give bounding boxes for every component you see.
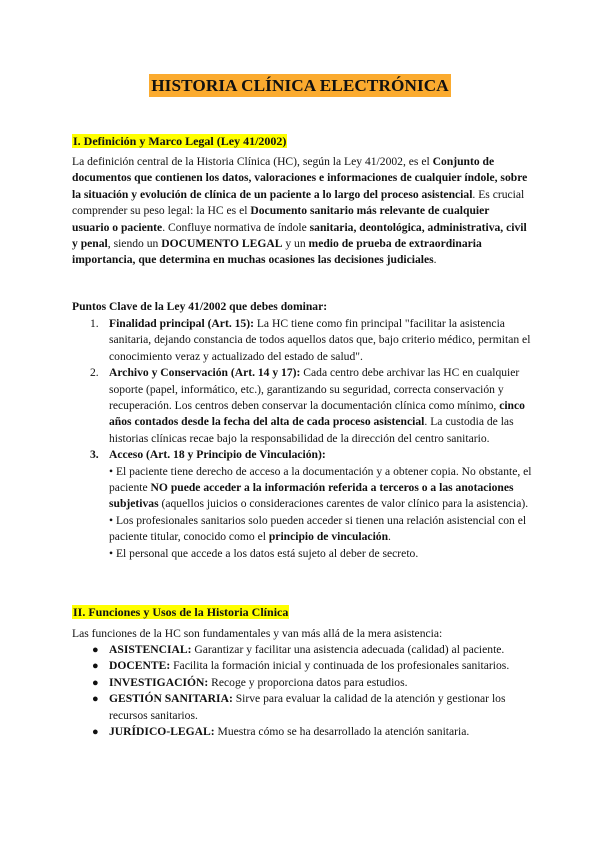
text-run: • El personal que accede a los datos está sujeto al deber de secreto. (109, 546, 419, 560)
key-point-text (109, 366, 525, 445)
bold-run: principio de vinculación (268, 530, 389, 544)
function-text: Sirve para evaluar la calidad de la atención y gestionar los recursos sanitarios. (109, 692, 506, 722)
text-run: • Los profesionales sanitarios solo pueden acceder si tienen una relación asistencial con el paciente titular, conocido como el (109, 513, 527, 544)
function-label: DOCENTE: (109, 659, 171, 673)
key-point-text (109, 448, 326, 461)
functions-list (72, 642, 532, 740)
function-item (72, 724, 532, 740)
function-text: Muestra cómo se ha desarrollado la atención sanitaria. (214, 725, 470, 739)
bold-run: sanitaria, deontológica, administrativa, civil y penal (72, 220, 527, 251)
text-run: . (388, 530, 391, 544)
text-run: . Es crucial comprender su peso legal: la HC es el (72, 187, 525, 218)
key-points-list (72, 316, 532, 562)
text-run: Cada centro debe archivar las HC en cualquier soporte (papel, informático, etc.), garantizando su seguridad, correcta conservación y recuperación. Los centros deben conservar la documentación clínica como mínimo, (109, 366, 520, 413)
text-run: • El paciente tiene derecho de acceso a la documentación y a obtener copia. No obstante, el paciente (109, 464, 532, 495)
document-title: HISTORIA CLÍNICA ELECTRÓNICA (151, 76, 449, 95)
function-item (72, 642, 532, 658)
function-item (72, 691, 532, 724)
bold-run: Archivo y Conservación (Art. 14 y 17): (109, 366, 301, 380)
text-run: , siendo un (107, 237, 162, 251)
function-label: INVESTIGACIÓN: (109, 675, 209, 689)
bold-run: medio de prueba de extraordinaria importancia, que determina en muchas ocasiones las decisiones judiciales (72, 237, 482, 267)
function-item (72, 658, 532, 674)
bullet-icon: ● (92, 644, 99, 656)
bold-run: NO puede acceder a la información referida a terceros o a las anotaciones subjetivas (109, 481, 514, 511)
bullet-icon: ● (92, 693, 99, 706)
section-1-heading: I. Definición y Marco Legal (Ley 41/2002) (73, 134, 287, 148)
key-point-sub (109, 546, 532, 562)
function-text: Recoge y proporciona datos para estudios. (208, 675, 408, 689)
bold-run: cinco años contados desde la fecha del alta de cada proceso asistencial (109, 399, 525, 429)
text-run: . Confluye normativa de índole (162, 220, 310, 234)
bold-run: DOCUMENTO LEGAL (161, 237, 283, 251)
key-point-number: 2. (90, 366, 99, 380)
key-point-number: 3. (90, 448, 99, 462)
text-run: La definición central de la Historia Clínica (HC), según la Ley 41/2002, es el (72, 155, 433, 168)
section-2-heading-wrap (72, 604, 289, 621)
key-point-text (109, 317, 530, 363)
bold-run: Documento sanitario más relevante de cualquier usuario o paciente (72, 204, 490, 234)
section-1-heading-wrap (72, 133, 287, 150)
function-label: ASISTENCIAL: (109, 643, 192, 656)
bullet-icon: ● (92, 660, 99, 673)
section-2-heading: II. Funciones y Usos de la Historia Clínica (73, 605, 289, 619)
text-run: . (433, 253, 437, 267)
text-run: La HC tiene como fin principal "facilitar la asistencia sanitaria, dejando constancia de todos aquellos datos que, bajo criterio médico, permitan el conocimiento veraz y actualizado del estado de salud". (109, 317, 531, 363)
key-point-item (72, 316, 532, 365)
section-2-intro: Las funciones de la HC son fundamentales y van más allá de la mera asistencia: (72, 627, 443, 640)
key-point-sub (109, 464, 532, 513)
title-wrap (0, 74, 600, 97)
key-point-sub (109, 513, 532, 546)
key-points-heading: Puntos Clave de la Ley 41/2002 que debes dominar: (72, 300, 328, 313)
text-run: (aquellos juicios o consideraciones carentes de valor clínico para la asistencia). (158, 497, 529, 511)
function-text: Garantizar y facilitar una asistencia adecuada (calidad) al paciente. (191, 643, 505, 656)
function-item (72, 675, 532, 691)
bold-run: Finalidad principal (Art. 15): (109, 317, 254, 330)
key-point-number: 1. (90, 317, 99, 330)
bold-run: Acceso (Art. 18 y Principio de Vinculación): (109, 448, 326, 462)
text-run: . La custodia de las historias clínicas recae bajo la responsabilidad de la dirección del centro sanitario. (109, 415, 514, 445)
bold-run: Conjunto de documentos que contienen los datos, valoraciones e informaciones de cualquier índole, sobre la situación y evolución de clínica de un paciente a lo largo del proceso asistencial (72, 155, 528, 201)
function-label: JURÍDICO-LEGAL: (109, 725, 215, 739)
bullet-icon: ● (92, 676, 99, 689)
text-run: y un (282, 237, 309, 251)
key-point-item (72, 365, 532, 447)
bullet-icon: ● (92, 726, 99, 739)
key-point-item (72, 447, 532, 562)
section-1-paragraph (72, 154, 528, 269)
function-text: Facilita la formación inicial y continuada de los profesionales sanitarios. (170, 659, 510, 673)
function-label: GESTIÓN SANITARIA: (109, 692, 233, 706)
